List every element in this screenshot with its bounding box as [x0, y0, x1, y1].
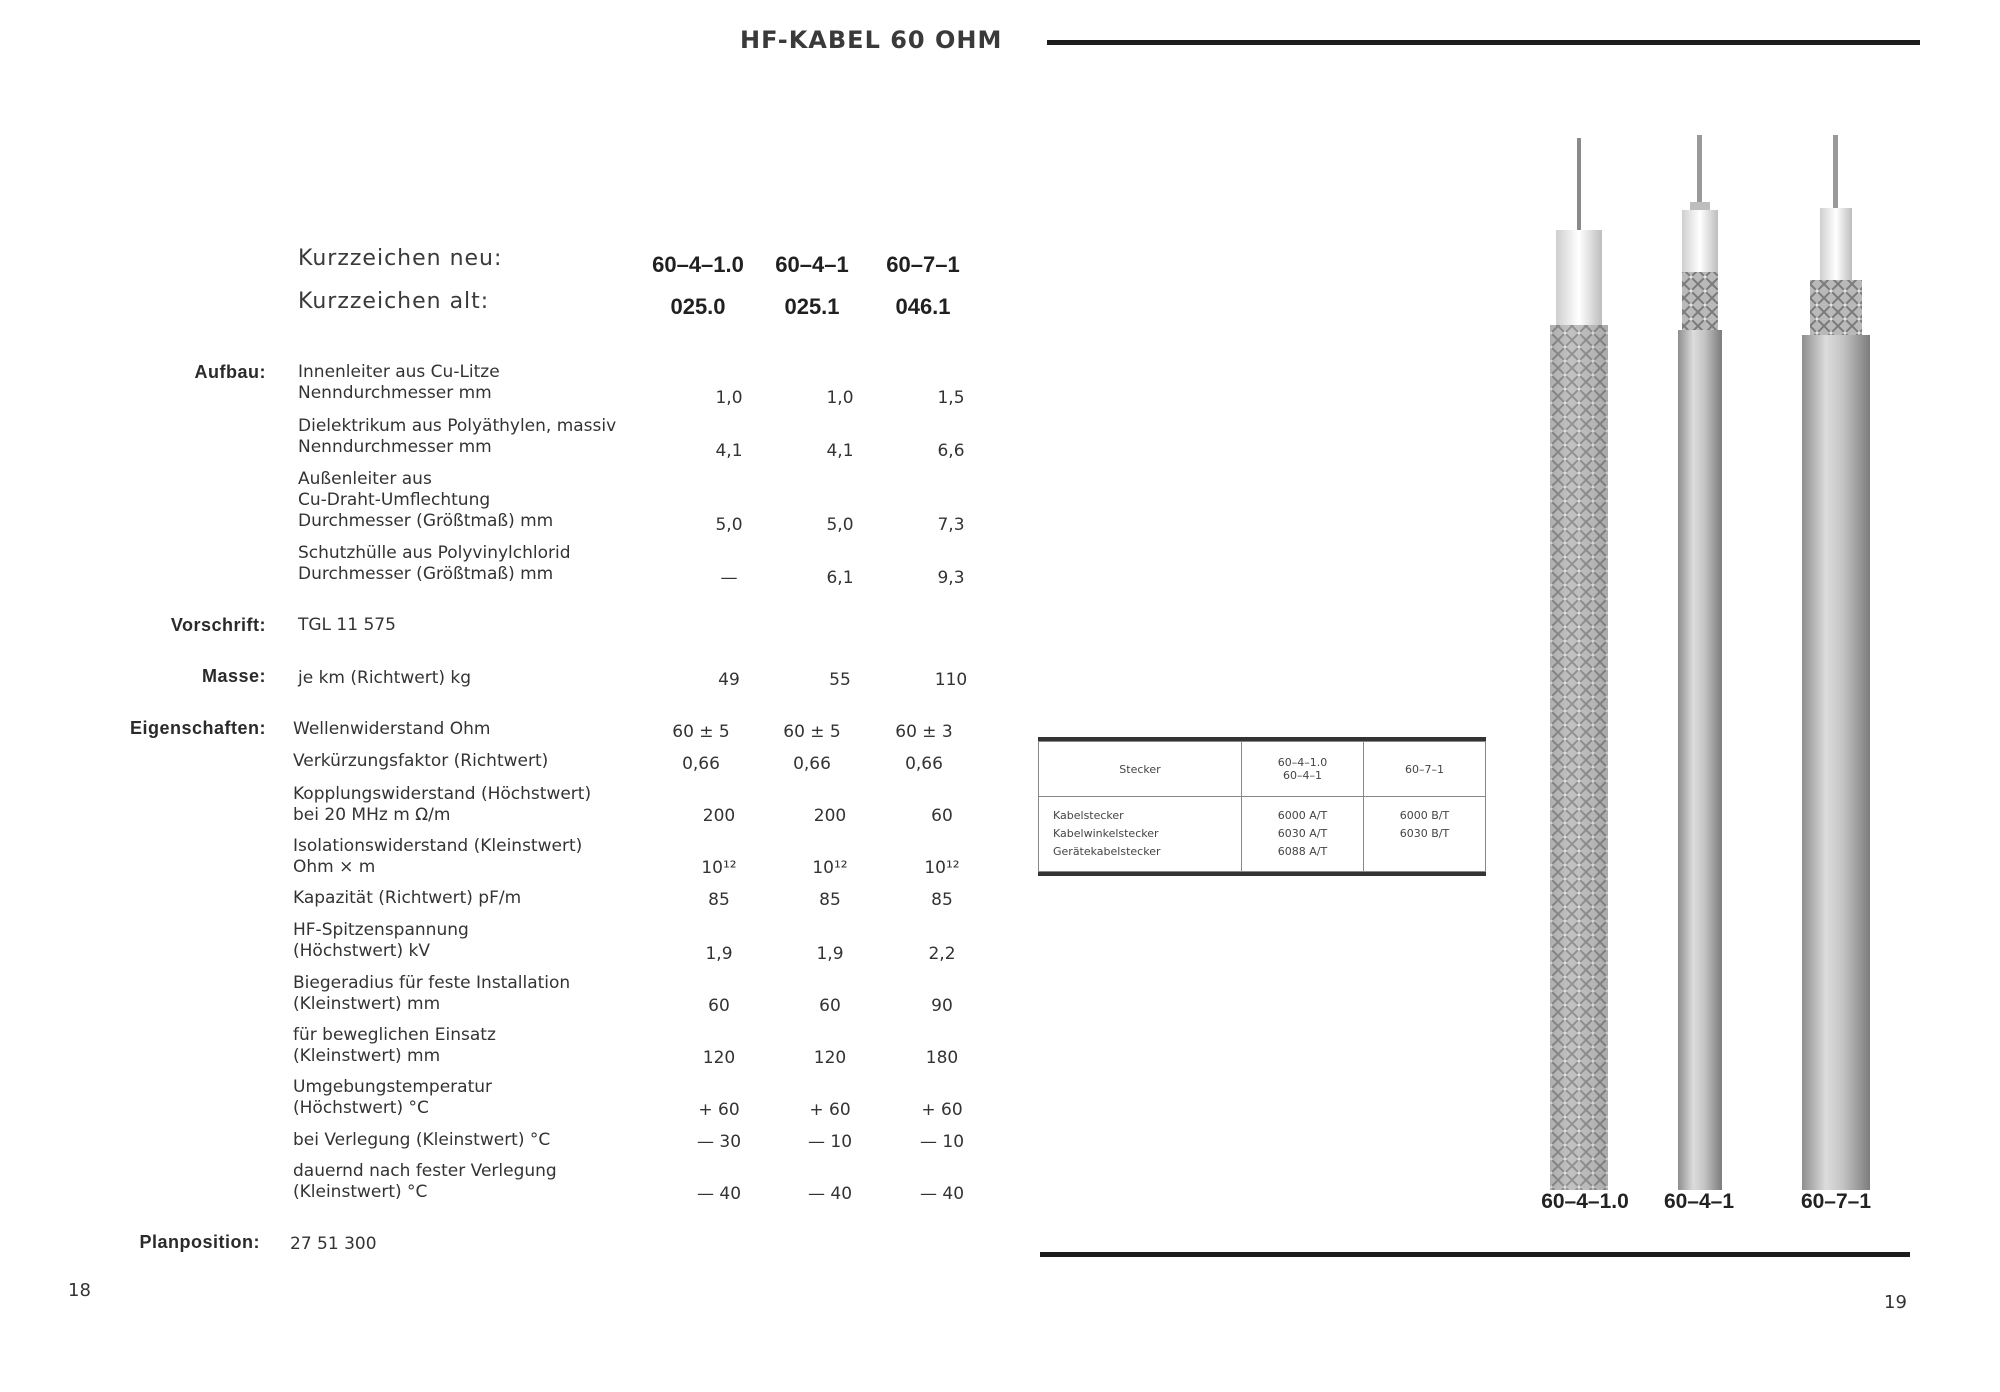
eig-row-2-val-1: 0,66	[682, 754, 720, 774]
eig-row-3-val-2: 200	[813, 806, 847, 826]
codes-old-label: Kurzzeichen alt:	[298, 289, 490, 314]
code-old-1: 025.0	[670, 294, 726, 319]
aufbau-row-1-desc: Innenleiter aus Cu-Litze Nenndurchmesser mm	[298, 362, 500, 403]
eig-row-8-val-1: 120	[702, 1048, 736, 1068]
stecker-header-3: 60–7–1	[1364, 742, 1486, 797]
eig-row-4-val-1: 10¹²	[701, 858, 737, 878]
aufbau-row-4-desc: Schutzhülle aus Polyvinylchlorid Durchmesser (Größtmaß) mm	[298, 543, 571, 584]
eig-row-4-val-2: 10¹²	[812, 858, 848, 878]
aufbau-row-1-val-1: 1,0	[715, 388, 743, 408]
cable-photo-2	[1678, 135, 1722, 1190]
eig-row-11-desc: dauernd nach fester Verlegung (Kleinstwert) °C	[293, 1161, 557, 1202]
code-old-3: 046.1	[895, 294, 951, 319]
eig-row-8-val-3: 180	[925, 1048, 959, 1068]
stecker-col-a: 6000 A/T 6030 A/T 6088 A/T	[1242, 797, 1364, 872]
eig-row-9-val-3: + 60	[921, 1100, 963, 1120]
eig-row-9-val-1: + 60	[698, 1100, 740, 1120]
bottom-rule	[1040, 1252, 1910, 1257]
eig-row-2-desc: Verkürzungsfaktor (Richtwert)	[293, 751, 549, 771]
stecker-header-row	[1039, 742, 1486, 797]
code-new-2: 60–4–1	[775, 252, 849, 277]
eig-row-5-val-2: 85	[819, 890, 841, 910]
code-new-3: 60–7–1	[886, 252, 960, 277]
eig-row-11-val-3: — 40	[919, 1184, 965, 1204]
eig-row-5-val-3: 85	[931, 890, 953, 910]
stecker-col-b: 6000 B/T 6030 B/T	[1364, 797, 1486, 872]
eig-row-10-val-3: — 10	[919, 1132, 965, 1152]
aufbau-row-2-val-3: 6,6	[937, 441, 965, 461]
eig-row-9-val-2: + 60	[809, 1100, 851, 1120]
section-eigenschaften: Eigenschaften:	[129, 718, 266, 738]
aufbau-row-4-val-1: —	[720, 568, 738, 588]
stecker-names: Kabelstecker Kabelwinkelstecker Gerätekabelstecker	[1039, 797, 1242, 872]
cable-photo-1	[1550, 138, 1608, 1190]
eig-row-6-desc: HF-Spitzenspannung (Höchstwert) kV	[293, 920, 469, 961]
eig-row-1-val-2: 60 ± 5	[783, 722, 841, 742]
aufbau-row-2-desc: Dielektrikum aus Polyäthylen, massiv Nenndurchmesser mm	[298, 416, 617, 457]
aufbau-row-1-val-3: 1,5	[937, 388, 965, 408]
planposition-value: 27 51 300	[290, 1234, 377, 1254]
aufbau-row-3-val-2: 5,0	[826, 515, 854, 535]
eig-row-5-val-1: 85	[708, 890, 730, 910]
aufbau-row-2-val-2: 4,1	[826, 441, 854, 461]
top-rule	[1047, 40, 1920, 45]
vorschrift-value: TGL 11 575	[298, 615, 396, 635]
eig-row-7-desc: Biegeradius für feste Installation (Kleinstwert) mm	[293, 973, 571, 1014]
stecker-header-2: 60–4–1.0 60–4–1	[1242, 742, 1364, 797]
eig-row-10-val-2: — 10	[807, 1132, 853, 1152]
masse-val-1: 49	[718, 670, 740, 690]
eig-row-11-val-2: — 40	[807, 1184, 853, 1204]
code-old-2: 025.1	[784, 294, 840, 319]
photo-caption-2: 60–4–1	[1663, 1190, 1735, 1213]
page-number-left: 18	[68, 1280, 91, 1301]
photo-caption-1: 60–4–1.0	[1541, 1190, 1629, 1213]
eig-row-9-desc: Umgebungstemperatur (Höchstwert) °C	[293, 1077, 493, 1118]
aufbau-row-4-val-2: 6,1	[826, 568, 854, 588]
photo-caption-3: 60–7–1	[1800, 1190, 1872, 1213]
stecker-table	[1038, 737, 1486, 876]
eig-row-11-val-1: — 40	[696, 1184, 742, 1204]
aufbau-row-3-desc: Außenleiter aus Cu-Draht-Umflechtung Durchmesser (Größtmaß) mm	[298, 469, 554, 531]
eig-row-2-val-2: 0,66	[793, 754, 831, 774]
eig-row-2-val-3: 0,66	[905, 754, 943, 774]
section-planposition: Planposition:	[139, 1232, 260, 1252]
page-number-right: 19	[1884, 1292, 1907, 1313]
masse-val-3: 110	[934, 670, 968, 690]
aufbau-row-2-val-1: 4,1	[715, 441, 743, 461]
eig-row-6-val-1: 1,9	[705, 944, 733, 964]
stecker-body-row	[1039, 797, 1486, 872]
masse-desc: je km (Richtwert) kg	[298, 668, 472, 688]
section-masse: Masse:	[201, 666, 266, 686]
eig-row-8-desc: für beweglichen Einsatz (Kleinstwert) mm	[293, 1025, 496, 1066]
eig-row-1-val-3: 60 ± 3	[895, 722, 953, 742]
eig-row-1-desc: Wellenwiderstand Ohm	[293, 719, 491, 739]
eig-row-4-val-3: 10¹²	[924, 858, 960, 878]
eig-row-3-desc: Kopplungswiderstand (Höchstwert) bei 20 MHz m Ω/m	[293, 784, 592, 825]
masse-val-2: 55	[829, 670, 851, 690]
aufbau-row-3-val-1: 5,0	[715, 515, 743, 535]
section-vorschrift: Vorschrift:	[170, 615, 266, 635]
eig-row-6-val-2: 1,9	[816, 944, 844, 964]
eig-row-3-val-3: 60	[931, 806, 953, 826]
cable-photo-3	[1802, 135, 1870, 1190]
eig-row-4-desc: Isolationswiderstand (Kleinstwert) Ohm × m	[293, 836, 583, 877]
codes-new-label: Kurzzeichen neu:	[298, 246, 503, 271]
eig-row-7-val-1: 60	[708, 996, 730, 1016]
aufbau-row-3-val-3: 7,3	[937, 515, 965, 535]
eig-row-5-desc: Kapazität (Richtwert) pF/m	[293, 888, 522, 908]
page-title: HF-KABEL 60 OHM	[740, 26, 1003, 54]
eig-row-1-val-1: 60 ± 5	[672, 722, 730, 742]
aufbau-row-4-val-3: 9,3	[937, 568, 965, 588]
section-aufbau: Aufbau:	[194, 362, 266, 382]
eig-row-7-val-2: 60	[819, 996, 841, 1016]
eig-row-7-val-3: 90	[931, 996, 953, 1016]
eig-row-6-val-3: 2,2	[928, 944, 956, 964]
eig-row-3-val-1: 200	[702, 806, 736, 826]
eig-row-10-val-1: — 30	[696, 1132, 742, 1152]
eig-row-10-desc: bei Verlegung (Kleinstwert) °C	[293, 1130, 551, 1150]
eig-row-8-val-2: 120	[813, 1048, 847, 1068]
stecker-header-1: Stecker	[1039, 742, 1242, 797]
aufbau-row-1-val-2: 1,0	[826, 388, 854, 408]
code-new-1: 60–4–1.0	[652, 252, 744, 277]
cable-photos	[1530, 130, 1890, 1190]
